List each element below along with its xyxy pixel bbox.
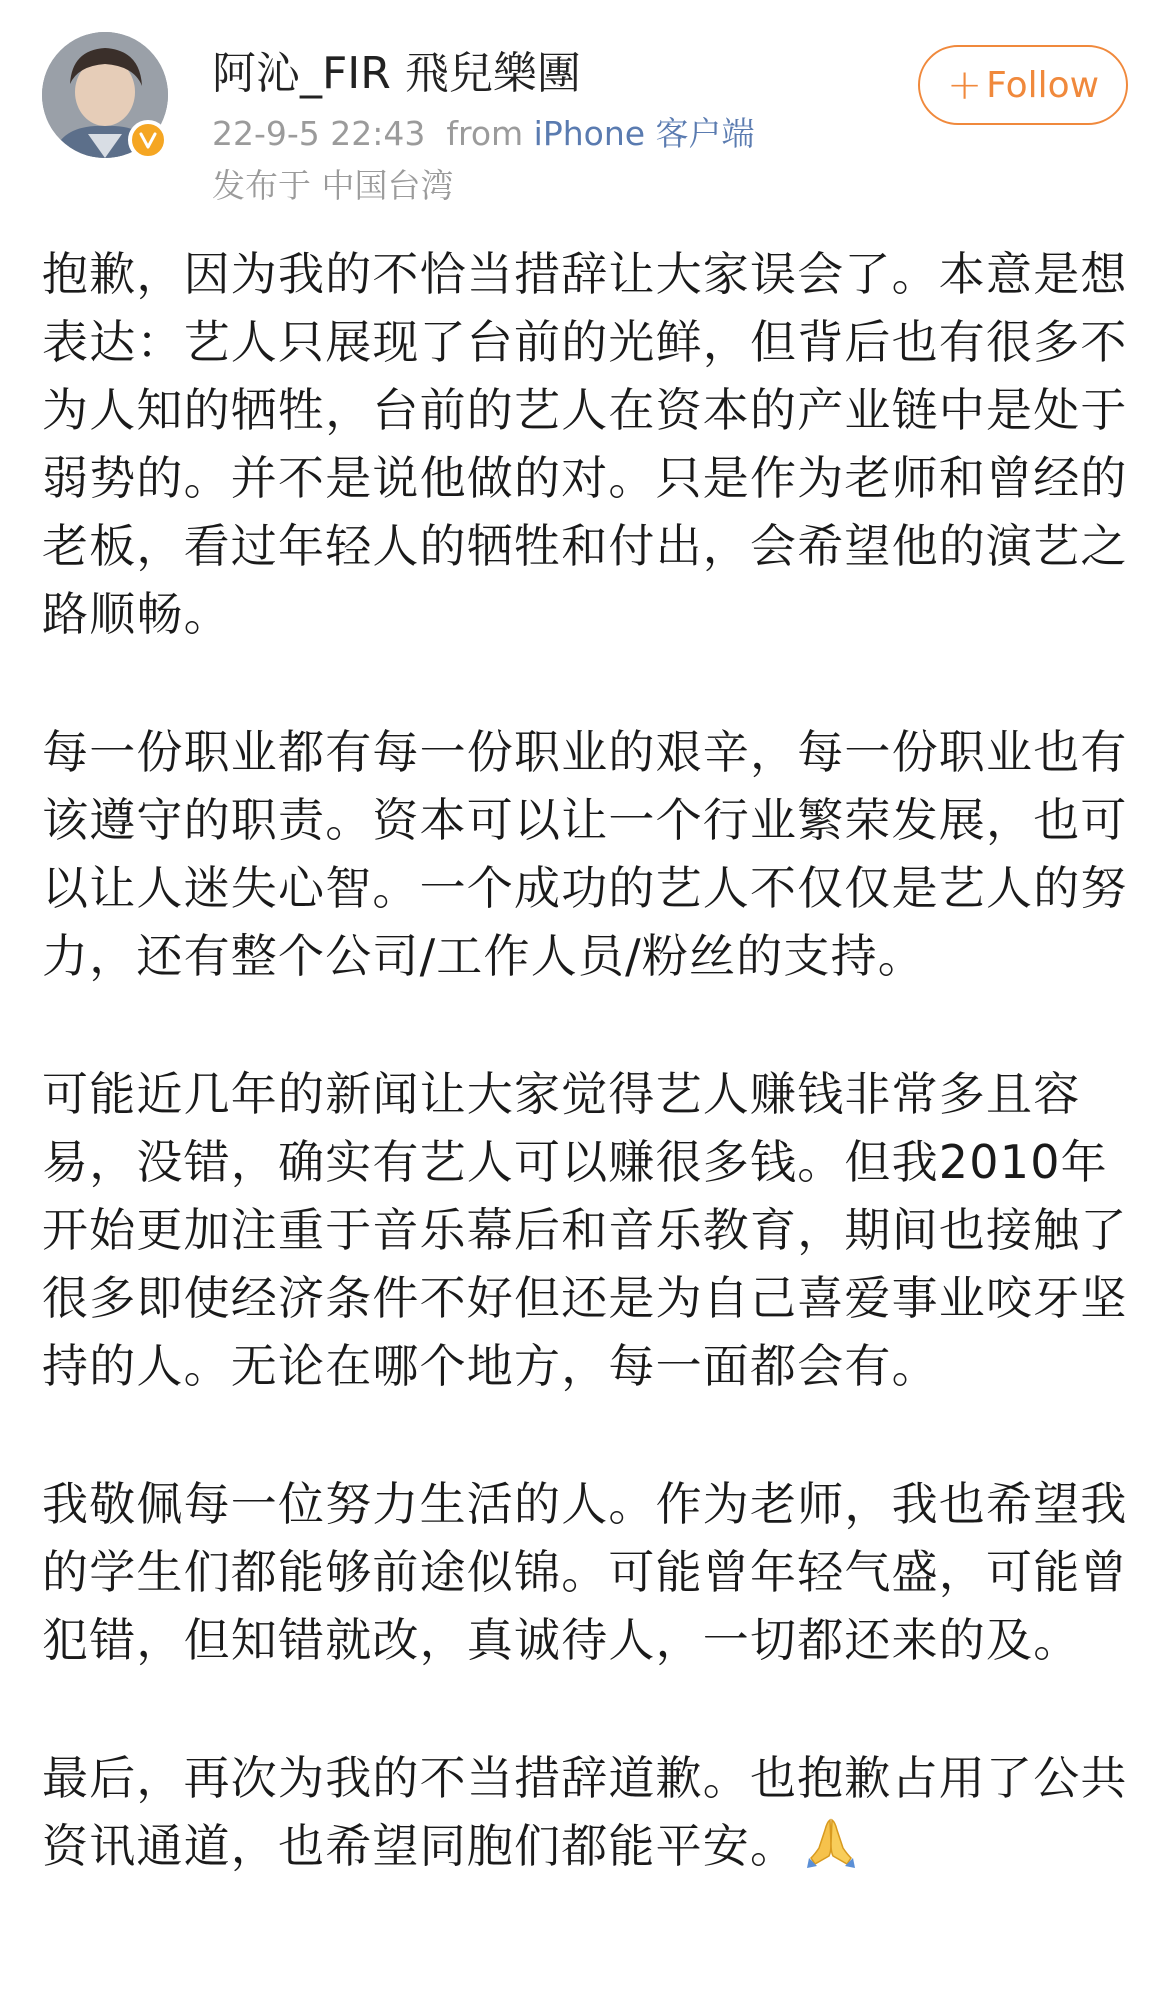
post-timestamp: 22-9-5 22:43 [212,114,426,153]
author-name[interactable]: 阿沁_FIR 飛兒樂團 [212,48,581,99]
post-paragraph-last [42,1744,1132,1888]
post-location: 发布于 中国台湾 [212,166,454,205]
follow-button[interactable] [918,45,1128,125]
post-paragraph-text: 最后，再次为我的不当措辞道歉。也抱歉占用了公共资讯通道，也希望同胞们都能平安。 [42,1751,1128,1873]
post-meta [212,112,755,156]
post-source-link[interactable]: iPhone 客户端 [533,114,755,153]
folded-hands-icon [803,1814,859,1888]
source-prefix: from [446,114,524,153]
post-header [0,0,1170,220]
post-paragraph: 我敬佩每一位努力生活的人。作为老师，我也希望我的学生们都能够前途似锦。可能曾年轻气盛，可能曾犯错，但知错就改，真诚待人，一切都还来的及。 [42,1477,1128,1667]
post-paragraph: 每一份职业都有每一份职业的艰辛，每一份职业也有该遵守的职责。资本可以让一个行业繁荣发展，也可以让人迷失心智。一个成功的艺人不仅仅是艺人的努力，还有整个公司/工作人员/粉丝的支持。 [42,725,1128,983]
post-paragraph: 可能近几年的新闻让大家觉得艺人赚钱非常多且容易，没错，确实有艺人可以赚很多钱。但我2010年开始更加注重于音乐幕后和音乐教育，期间也接触了很多即使经济条件不好但还是为自己喜爱事业咬牙坚持的人。无论在哪个地方，每一面都会有。 [42,1067,1128,1393]
verified-v-icon [128,120,168,160]
follow-label: Follow [986,64,1100,106]
plus-icon: + [946,60,983,109]
post-body [42,240,1132,1958]
post-paragraph: 抱歉，因为我的不恰当措辞让大家误会了。本意是想表达：艺人只展现了台前的光鲜，但背后也有很多不为人知的牺牲，台前的艺人在资本的产业链中是处于弱势的。并不是说他做的对。只是作为老师和曾经的老板，看过年轻人的牺牲和付出，会希望他的演艺之路顺畅。 [42,247,1128,641]
